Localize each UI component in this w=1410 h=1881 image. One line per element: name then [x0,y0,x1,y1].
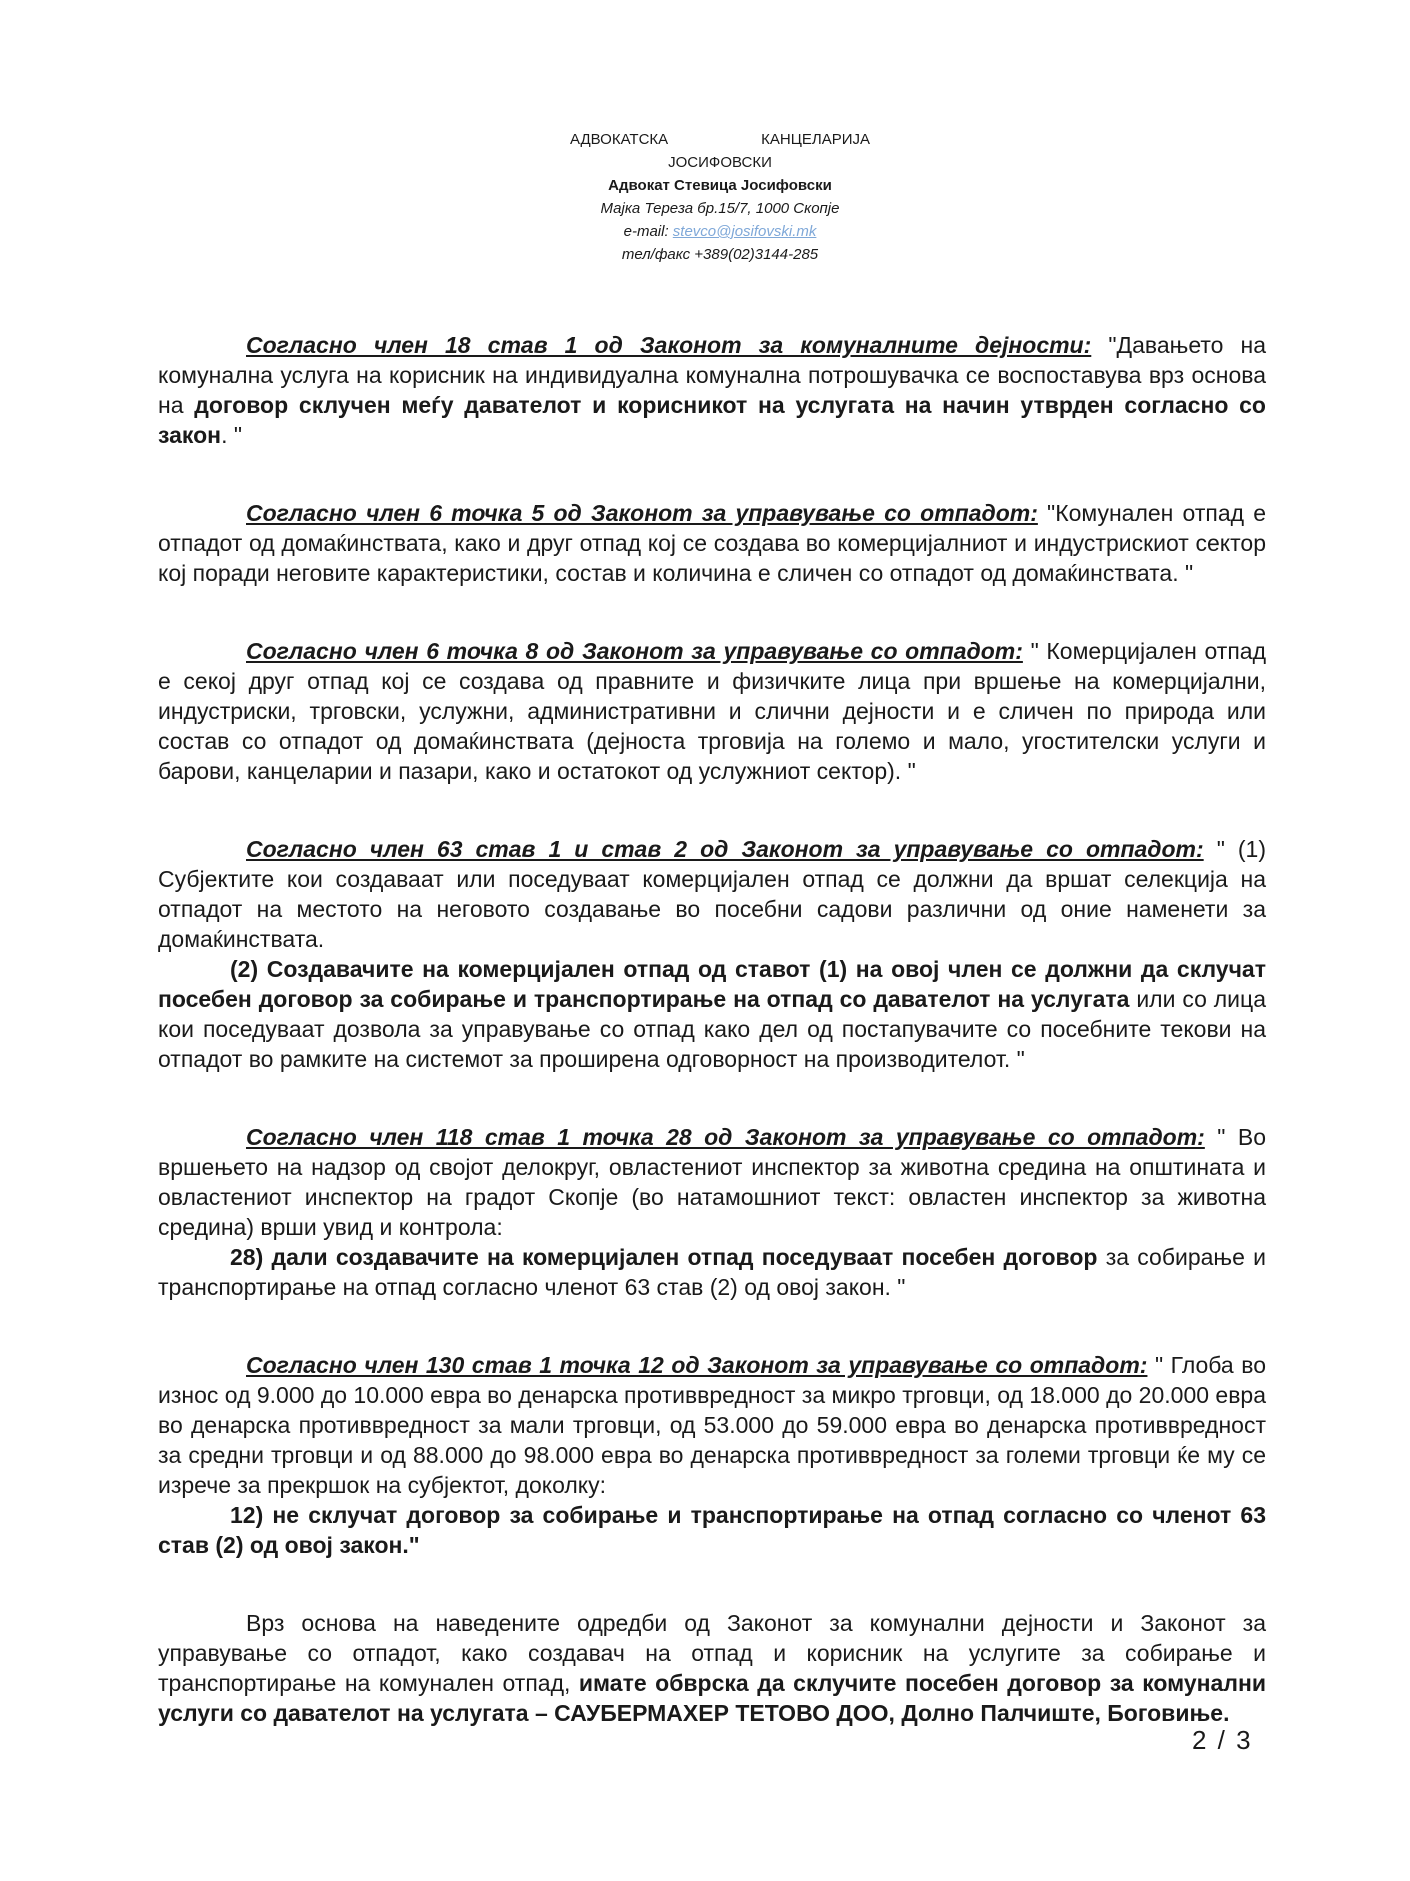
paragraph-lead: Согласно член 18 став 1 од Законот за комуналните дејности: [246,332,1092,358]
paragraph-article-6-5 [158,498,1266,588]
page-number: 2 / 3 [1192,1725,1253,1755]
paragraph-text: . " [221,422,243,448]
paragraph-bold-text: имате обврска да склучите посебен договор за комунални услуги со давателот на услугата – САУБЕРМАХЕР ТЕТОВО ДОО, Долно Палчиште, Боговиње. [158,1670,1266,1726]
paragraph-conclusion [158,1608,1266,1728]
paragraph-text: "Комунален отпад е отпадот од домаќинствата, како и друг отпад кој се создава во комерцијалниот и индустрискиот сектор кој поради неговите карактеристики, состав и количина е сличен со отпадот од домаќинствата. " [158,500,1266,586]
document-body [158,330,1266,1776]
letterhead-office-word1: АДВОКАТСКА [570,131,669,148]
letterhead-email-line [560,220,880,243]
paragraph-article-6-8 [158,636,1266,786]
letterhead-email-label: e-mail: [623,223,669,240]
letterhead-office-name: ЈОСИФОВСКИ [668,154,772,171]
paragraph-bold-text: договор склучен меѓу давателот и корисникот на услугата на начин утврден согласно со закон [158,392,1266,448]
letterhead-office-line [560,128,880,151]
paragraph-lead: Согласно член 6 точка 5 од Законот за управување со отпадот: [246,500,1038,526]
letterhead [560,128,880,266]
letterhead-lawyer: Адвокат Стевица Јосифовски [608,177,832,194]
paragraph-text: " Глоба во износ од 9.000 до 10.000 евра во денарска противвредност за микро трговци, од 18.000 до 20.000 евра во денарска противвредност за мали трговци, од 53.000 до 59.000 евра во денарска противвредност за средни трговци и од 88.000 до 98.000 евра во денарска противвредност за големи трговци ќе му се изрече за прекршок на субјектот, доколку: [158,1352,1267,1498]
paragraph-bold-text: (2) Создавачите на комерцијален отпад од ставот (1) на овој член се должни да склучат посебен договор за собирање и транспортирање на отпад со давателот на услугата [158,956,1266,1012]
letterhead-address: Мајка Тереза бр.15/7, 1000 Скопје [600,200,840,217]
letterhead-email-link[interactable]: stevco@josifovski.mk [672,223,817,240]
paragraph-article-130 [158,1350,1266,1560]
paragraph-article-18 [158,330,1266,450]
paragraph-article-63 [158,834,1266,1074]
paragraph-lead: Согласно член 130 став 1 точка 12 од Законот за управување со отпадот: [246,1352,1148,1378]
paragraph-text: "Давањето на комунална услуга на корисник на индивидуална комунална потрошувачка се воспоставува врз основа на [158,332,1266,418]
paragraph-bold-text: 12) не склучат договор за собирање и транспортирање на отпад согласно со членот 63 став (2) од овој закон." [158,1502,1266,1558]
paragraph-text: Врз основа на наведените одредби од Законот за комунални дејности и Законот за управување со отпадот, како создавач на отпад и корисник на услугите за собирање и транспортирање на комунален отпад, [158,1610,1266,1696]
paragraph-bold-text: 28) дали создавачите на комерцијален отпад поседуваат посебен договор [230,1244,1098,1270]
paragraph-article-118 [158,1122,1266,1302]
paragraph-text: " Во вршењето на надзор од својот делокруг, овластениот инспектор за животна средина на општината и овластениот инспектор на градот Скопје (во натамошниот текст: овластен инспектор за животна средина) врши увид и контрола: [158,1124,1267,1240]
letterhead-phone: тел/факс +389(02)3144-285 [621,246,819,263]
letterhead-office-word2: КАНЦЕЛАРИЈА [761,131,870,148]
paragraph-lead: Согласно член 118 став 1 точка 28 од Законот за управување со отпадот: [246,1124,1205,1150]
paragraph-lead: Согласно член 63 став 1 и став 2 од Законот за управување со отпадот: [246,836,1204,862]
paragraph-text: за собирање и транспортирање на отпад согласно членот 63 став (2) од овој закон. " [158,1244,1266,1300]
paragraph-text: " (1) Субјектите кои создаваат или поседуваат комерцијален отпад се должни да вршат селекција на отпадот на местото на неговото создавање во посебни садови различни од оние наменети за домаќинствата. [158,836,1266,952]
paragraph-lead: Согласно член 6 точка 8 од Законот за управување со отпадот: [246,638,1023,664]
paragraph-text: или со лица кои поседуваат дозвола за управување со отпад како дел од постапувачите со посебните текови на отпадот во рамките на системот за проширена одговорност на производителот. " [158,986,1266,1072]
paragraph-text: " Комерцијален отпад е секој друг отпад кој се создава од правните и физичките лица при вршење на комерцијални, индустриски, трговски, услужни, административни и слични дејности и е сличен по природа или состав со отпадот од домаќинствата (дејноста трговија на големо и мало, угостителски услуги и барови, канцеларии и пазари, како и остатокот од услужниот сектор). " [158,638,1266,784]
